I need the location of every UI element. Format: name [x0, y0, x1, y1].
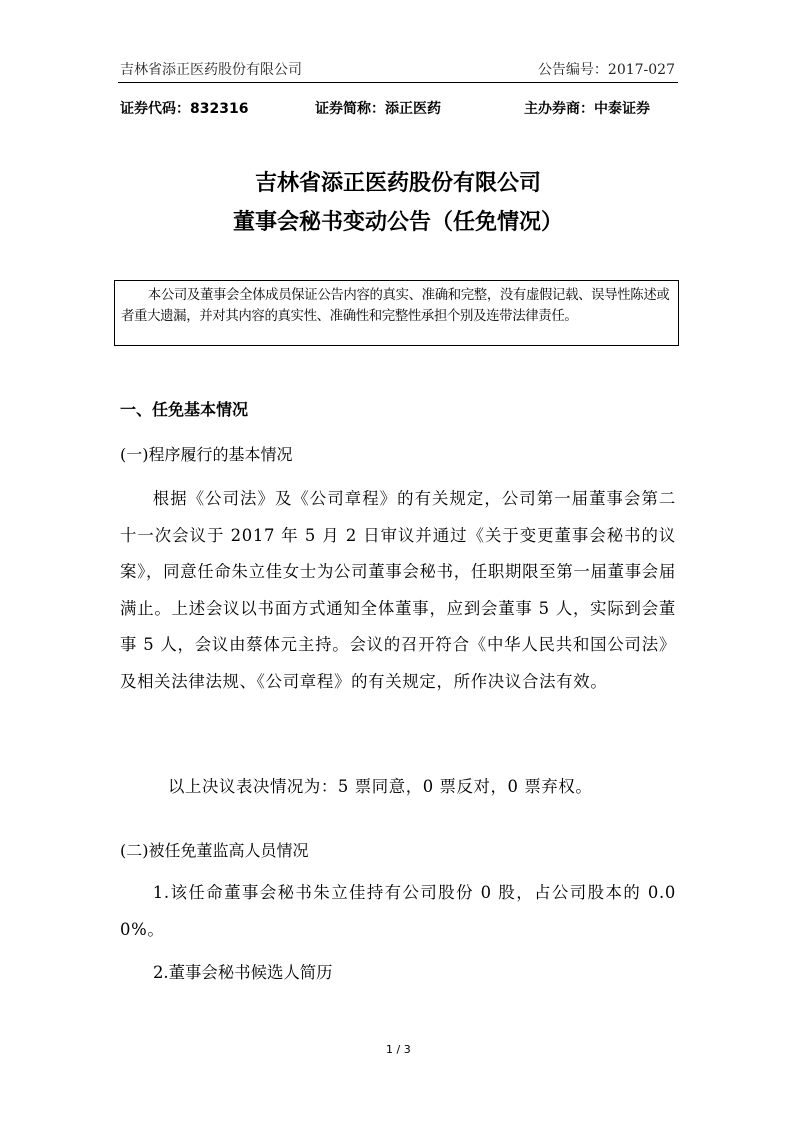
disclaimer-box: 本公司及董事会全体成员保证公告内容的真实、准确和完整，没有虚假记载、误导性陈述或者重大遗漏，并对其内容的真实性、准确性和完整性承担个别及连带法律责任。 [114, 280, 679, 346]
shareholding-item: 1.该任命董事会秘书朱立佳持有公司股份 0 股，占公司股本的 0.00%。 [120, 883, 676, 939]
security-code: 证券代码：832316 [120, 101, 249, 117]
page-number: 1 / 3 [386, 1043, 411, 1056]
security-abbreviation: 证券简称：添正医药 [315, 101, 441, 117]
resume-item: 2.董事会秘书候选人简历 [153, 963, 333, 982]
procedure-paragraph: 根据《公司法》及《公司章程》的有关规定，公司第一届董事会第二十一次会议于 2017 年 5 月 2 日审议并通过《关于变更董事会秘书的议案》，同意任命朱立佳女士为公司董事会秘书，任职期限至第一届董事会届满止。上述会议以书面方式通知全体董事，应到会董事 5 人，实际到会董事 5 人，会议由蔡体元主持。会议的召开符合《中华人民共和国公司法》及相关法律法规、《公司章程》的有关规定，所作决议合法有效。 [120, 489, 676, 691]
document-title-company: 吉林省添正医药股份有限公司 [254, 171, 541, 196]
header-company-name: 吉林省添正医药股份有限公司 [120, 62, 302, 78]
sponsor-broker: 主办券商：中泰证券 [524, 101, 650, 117]
vote-result: 以上决议表决情况为：5 票同意，0 票反对，0 票弃权。 [168, 777, 593, 796]
document-title-subject: 董事会秘书变动公告（任免情况） [232, 210, 563, 235]
header-rule [118, 82, 678, 83]
subsection-procedure: (一)程序履行的基本情况 [120, 445, 293, 464]
header-notice-number: 公告编号：2017-027 [537, 62, 675, 78]
section-heading-appointment: 一、任免基本情况 [120, 400, 249, 419]
subsection-personnel: (二)被任免董监高人员情况 [120, 841, 309, 860]
